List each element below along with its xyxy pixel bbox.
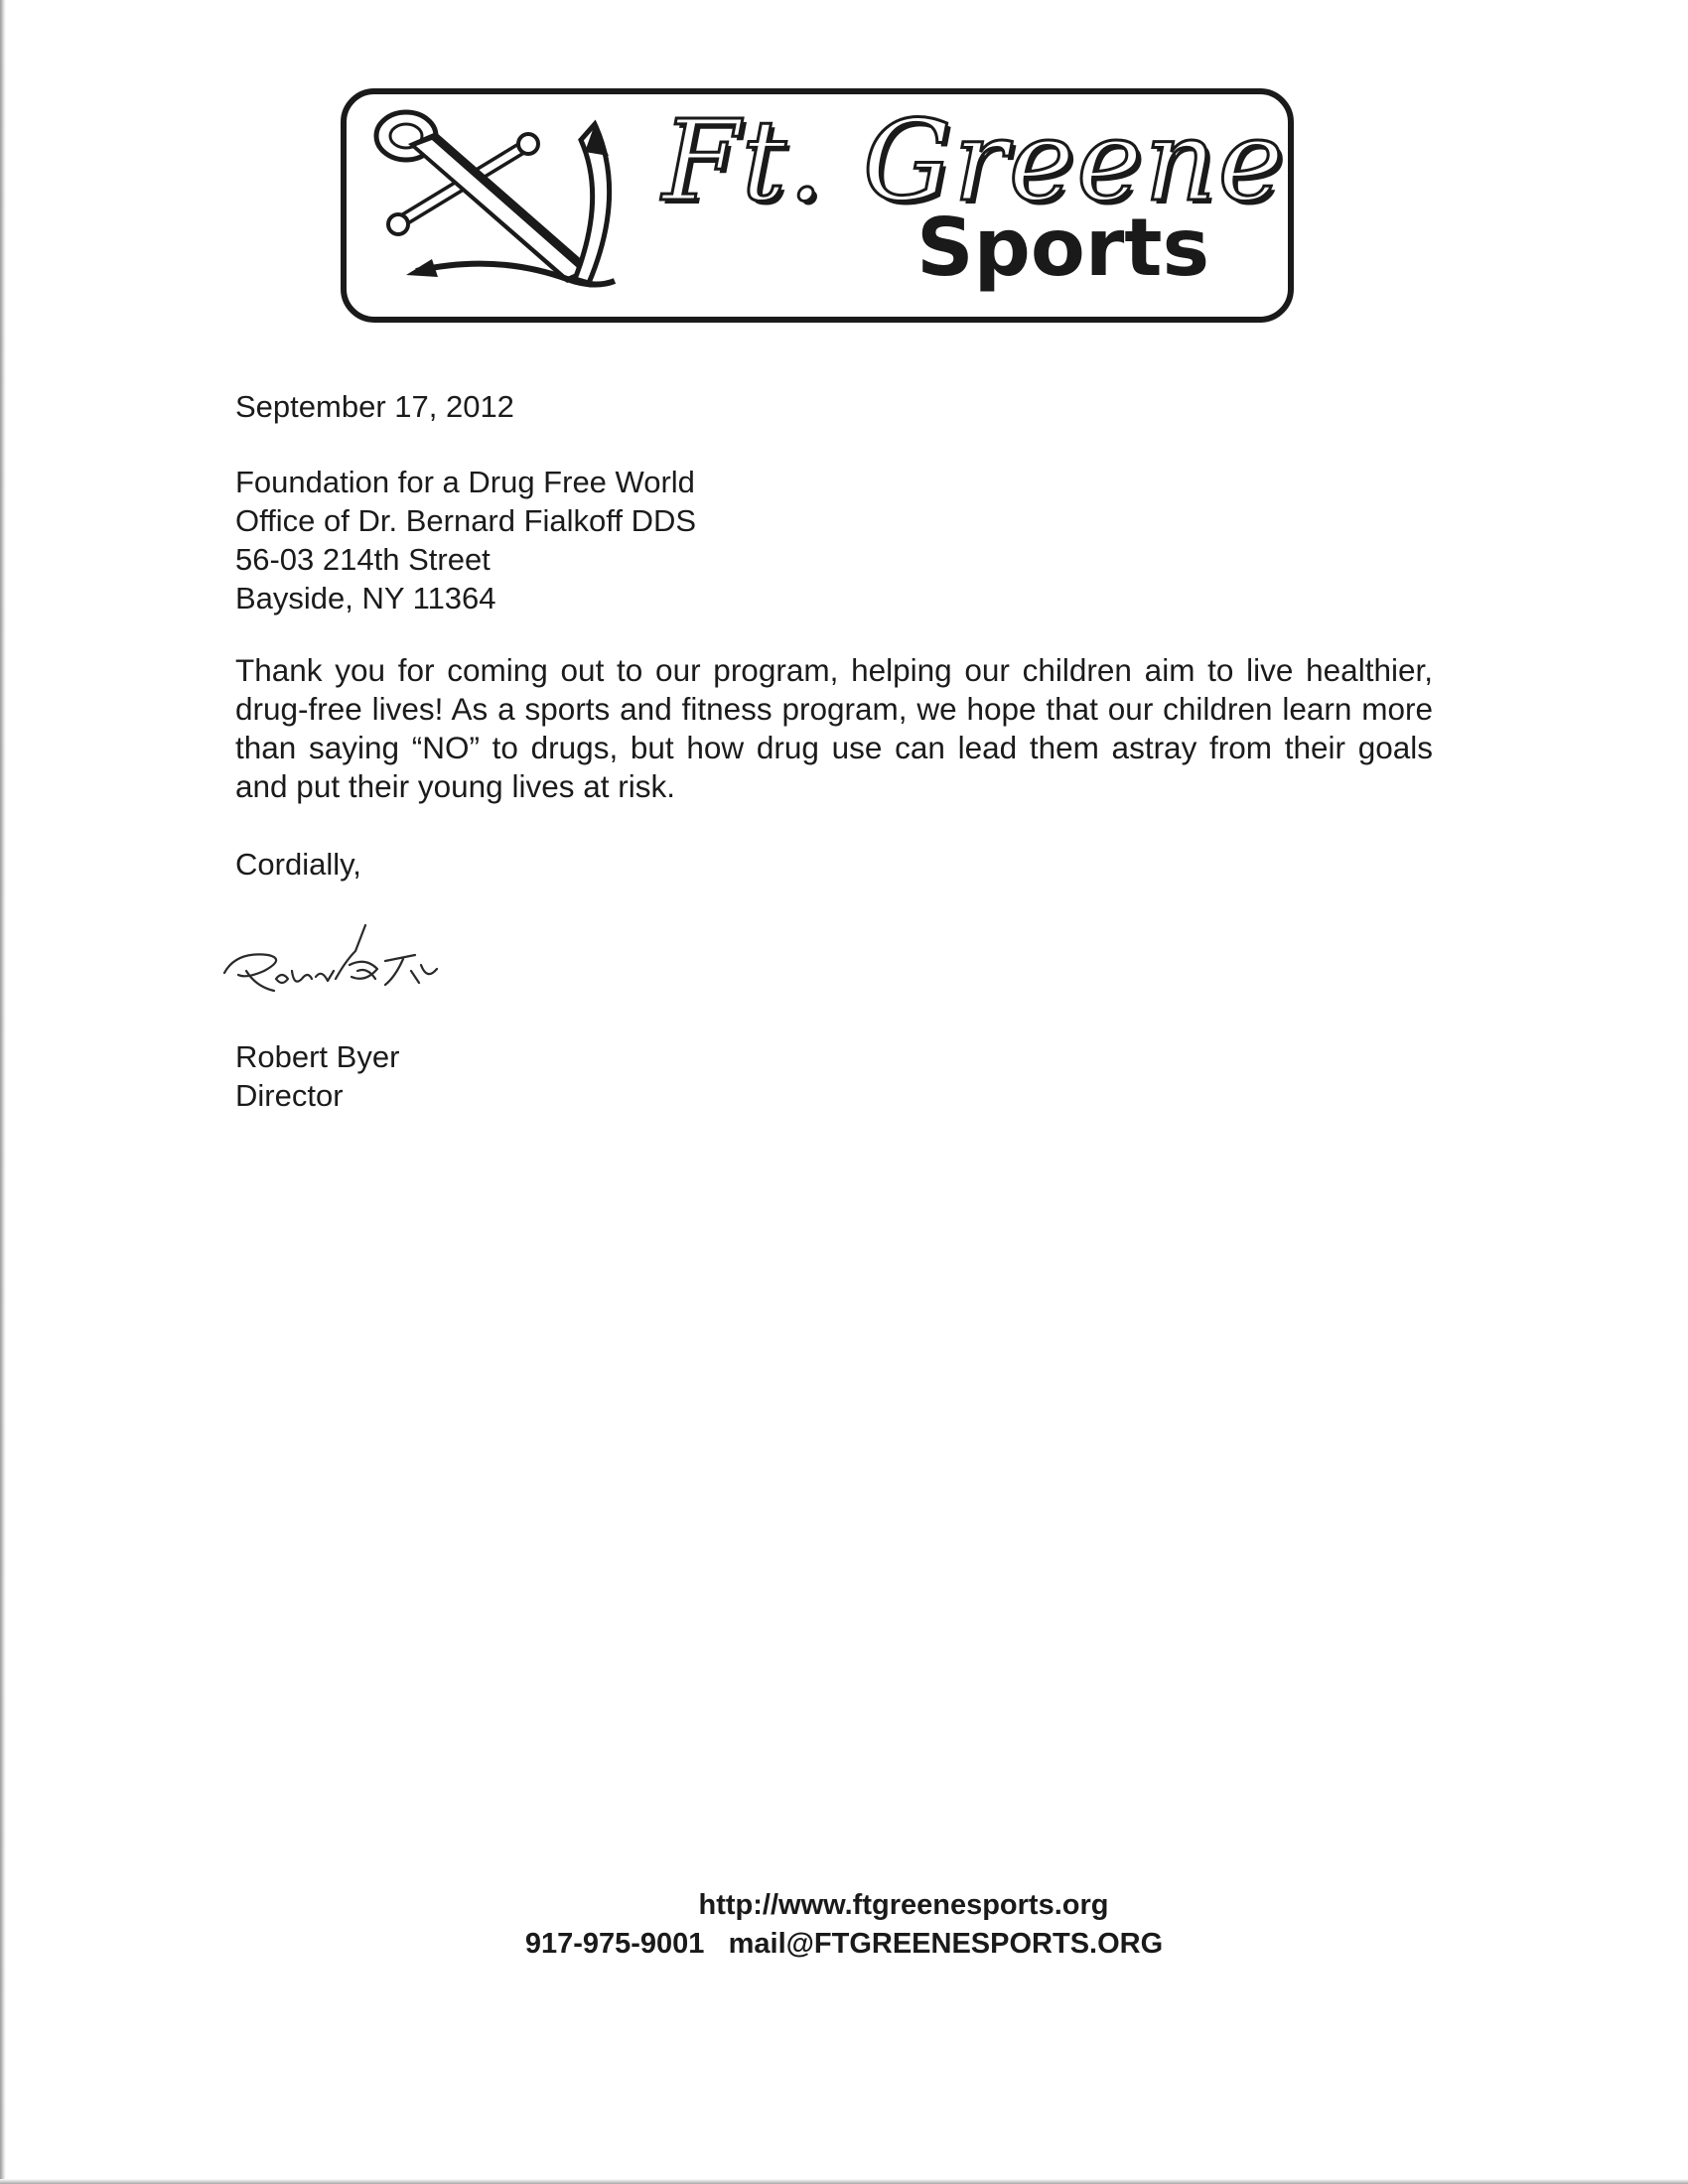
signer-block bbox=[235, 1037, 399, 1115]
logo-name-line2: Sports bbox=[916, 202, 1210, 294]
letter-body: Thank you for coming out to our program, helping our children aim to live healthier, drug-free lives! As a sports and fitness program, we hope that our children learn more than saying “NO” to drugs, but how drug use can lead them astray from their goals and put their young lives at risk. bbox=[235, 652, 1433, 804]
footer-email-link[interactable]: mail@FTGREENESPORTS.ORG bbox=[728, 1928, 1164, 1960]
recipient-line: Bayside, NY 11364 bbox=[235, 581, 496, 615]
signer-title: Director bbox=[235, 1078, 344, 1113]
footer-contact bbox=[0, 1925, 1688, 1964]
footer-website-link[interactable]: http://www.ftgreenesports.org bbox=[698, 1889, 1109, 1921]
recipient-line: 56-03 214th Street bbox=[235, 542, 491, 577]
letterhead-logo bbox=[341, 88, 1294, 323]
letter-date: September 17, 2012 bbox=[235, 389, 514, 424]
scan-edge bbox=[0, 2179, 1688, 2184]
signature bbox=[216, 921, 455, 1003]
logo-name-line1: Ft. Greene bbox=[662, 97, 1286, 226]
recipient-line: Foundation for a Drug Free World bbox=[235, 465, 695, 499]
recipient-address bbox=[235, 463, 696, 617]
letter-closing: Cordially, bbox=[235, 847, 361, 882]
signer-name: Robert Byer bbox=[235, 1039, 400, 1074]
recipient-line: Office of Dr. Bernard Fialkoff DDS bbox=[235, 503, 697, 538]
footer-phone: 917-975-9001 bbox=[524, 1928, 705, 1960]
scan-edge bbox=[0, 0, 6, 2184]
